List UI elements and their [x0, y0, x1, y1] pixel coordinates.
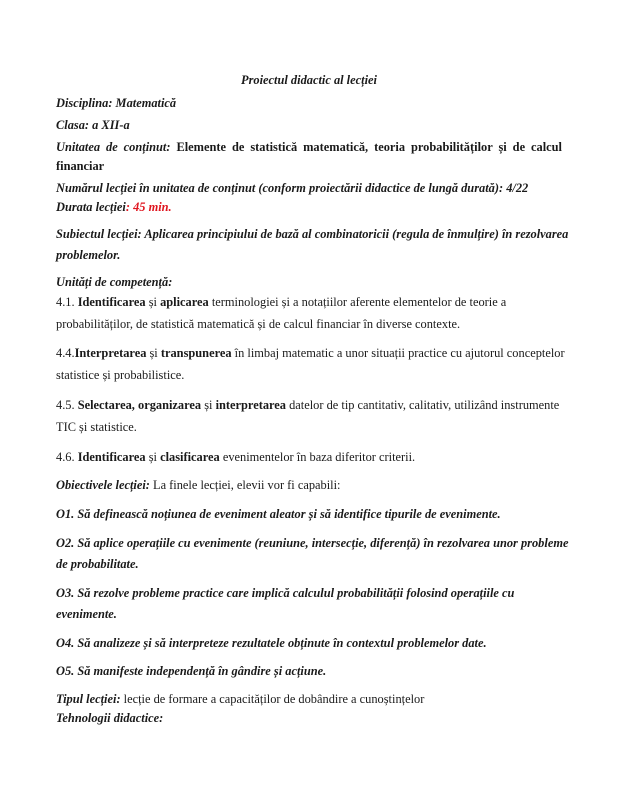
competence-item-line-2: TIC și statistice.	[56, 420, 137, 434]
content-unit-value: Elemente de statistică matematică, teoria probabilităților și de calcul	[170, 140, 563, 154]
content-unit-label: Unitatea de conținut:	[56, 140, 171, 154]
competence-number: 4.6.	[56, 450, 78, 464]
competence-verb: interpretarea	[215, 398, 286, 412]
objectives-intro: La finele lecției, elevii vor fi capabili:	[149, 478, 341, 492]
lesson-type-line	[56, 691, 424, 707]
competence-conj: și	[201, 398, 216, 412]
competence-verb: Selectarea, organizarea	[77, 398, 202, 412]
lesson-number-line: Numărul lecției în unitatea de conținut (conform proiectării didactice de lungă durată): 4/22	[56, 181, 529, 195]
lesson-type-value: lecție de formare a capacităților de dobândire a cunoștințelor	[120, 692, 425, 706]
competence-item	[56, 449, 415, 465]
duration-label: Durata lecției	[56, 200, 126, 214]
lesson-type-label: Tipul lecției:	[56, 692, 121, 706]
objective-o2: O2. Să aplice operațiile cu evenimente (reuniune, intersecție, diferență) în rezolvarea unor probleme	[56, 536, 569, 550]
competence-verb: transpunerea	[160, 346, 232, 360]
competence-item	[56, 294, 506, 310]
objective-o1: O1. Să definească noțiunea de eveniment aleator și să identifice tipurile de evenimente.	[56, 507, 501, 521]
objective-o3-line-2: evenimente.	[56, 607, 117, 621]
objective-o3: O3. Să rezolve probleme practice care implică calculul probabilității folosind operațiile cu	[56, 586, 515, 600]
competence-verb: clasificarea	[160, 450, 220, 464]
competence-text: evenimentelor în baza diferitor criterii.	[219, 450, 416, 464]
competence-verb: aplicarea	[160, 295, 209, 309]
objective-o4: O4. Să analizeze și să interpreteze rezultatele obținute în contextul problemelor date.	[56, 636, 487, 650]
competence-conj: și	[145, 295, 161, 309]
competence-number: 4.5.	[56, 398, 78, 412]
competence-item-line-2: statistice și probabilistice.	[56, 368, 185, 382]
competence-verb: Interpretarea	[74, 346, 147, 360]
objectives-intro-line	[56, 477, 341, 493]
subject-line-2: problemelor.	[56, 248, 121, 262]
competence-text: datelor de tip cantitativ, calitativ, utilizând instrumente	[285, 398, 560, 412]
content-unit-line-2: financiar	[56, 159, 105, 173]
subject-line-1: Subiectul lecției: Aplicarea principiului de bază al combinatoricii (regula de înmulțire) în rezolvarea	[56, 227, 569, 241]
duration-line	[56, 199, 172, 215]
competence-text: terminologiei și a notațiilor aferente elementelor de teorie a	[208, 295, 507, 309]
objectives-label: Obiectivele lecției:	[56, 478, 150, 492]
competence-item	[56, 345, 565, 361]
competence-verb: Identificarea	[77, 295, 146, 309]
technologies-heading: Tehnologii didactice:	[56, 711, 164, 725]
document-title: Proiectul didactic al lecției	[241, 73, 377, 87]
competence-heading: Unități de competență:	[56, 275, 173, 289]
competence-verb: Identificarea	[77, 450, 146, 464]
class-line: Clasa: a XII-a	[56, 118, 130, 132]
objective-o2-line-2: de probabilitate.	[56, 557, 139, 571]
content-unit-line	[56, 139, 562, 155]
competence-item	[56, 397, 559, 413]
competence-item-line-2: probabilităților, de statistică matematică și de calcul financiar în diverse contexte.	[56, 317, 461, 331]
objective-o5: O5. Să manifeste independență în gândire și acțiune.	[56, 664, 327, 678]
competence-number: 4.4.	[56, 346, 75, 360]
competence-conj: și	[145, 450, 161, 464]
competence-conj: și	[146, 346, 161, 360]
competence-number: 4.1.	[56, 295, 78, 309]
duration-value: : 45 min.	[125, 200, 172, 214]
discipline-line: Disciplina: Matematică	[56, 96, 177, 110]
competence-text: în limbaj matematic a unor situații practice cu ajutorul conceptelor	[231, 346, 565, 360]
